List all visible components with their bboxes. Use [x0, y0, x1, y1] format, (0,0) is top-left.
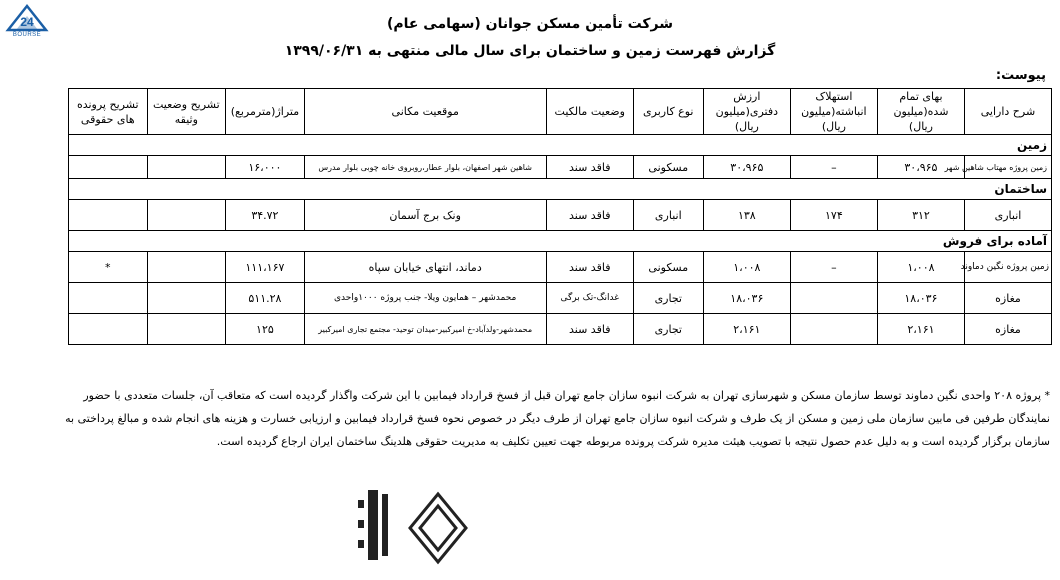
- cell-collateral: [147, 252, 226, 283]
- land-building-table: [68, 88, 1052, 345]
- cell-legal: [69, 200, 148, 231]
- cell-book-value: ۱،۰۰۸: [703, 252, 790, 283]
- cell-depreciation: ۱۷۴: [790, 200, 877, 231]
- cell-collateral: [147, 156, 226, 179]
- cell-description: مغازه: [964, 283, 1051, 314]
- cell-location: ونک برج آسمان: [304, 200, 546, 231]
- cell-cost: ۱۸،۰۳۶: [877, 283, 964, 314]
- table-row: [69, 156, 1052, 179]
- col-area: متراژ(مترمربع): [226, 89, 305, 135]
- company-seal-icon: [348, 480, 498, 576]
- cell-usage: تجاری: [633, 283, 703, 314]
- cell-ownership: غدانگ-تک برگی: [546, 283, 633, 314]
- section-row-for-sale: [69, 231, 1052, 252]
- col-ownership: وضعیت مالکیت: [546, 89, 633, 135]
- cell-location: محمدشهر – همایون ویلا- جنب پروژه ۱۰۰۰واحدی: [304, 283, 546, 314]
- table-row: [69, 200, 1052, 231]
- cell-ownership: فاقد سند: [546, 200, 633, 231]
- cell-depreciation: [790, 283, 877, 314]
- cell-location: محمدشهر-ولدآباد-خ امیرکبیر-میدان توحید- مجتمع تجاری امیرکبیر: [304, 314, 546, 345]
- cell-description: زمین پروژه نگین دماوند: [964, 252, 1051, 283]
- cell-cost: ۳۱۲: [877, 200, 964, 231]
- cell-legal: *: [69, 252, 148, 283]
- cell-cost: ۳۰،۹۶۵: [877, 156, 964, 179]
- cell-book-value: ۱۳۸: [703, 200, 790, 231]
- report-title: گزارش فهرست زمین و ساختمان برای سال مالی منتهی به ۱۳۹۹/۰۶/۳۱: [284, 43, 776, 59]
- section-row-building: [69, 179, 1052, 200]
- cell-collateral: [147, 314, 226, 345]
- cell-usage: مسکونی: [633, 156, 703, 179]
- cell-cost: ۲،۱۶۱: [877, 314, 964, 345]
- cell-legal: [69, 314, 148, 345]
- table-row: [69, 314, 1052, 345]
- cell-area: ۱۶،۰۰۰: [226, 156, 305, 179]
- cell-description: انباری: [964, 200, 1051, 231]
- cell-ownership: فاقد سند: [546, 252, 633, 283]
- report-header: [0, 14, 1060, 62]
- cell-description: زمین پروژه مهتاب شاهین شهر: [964, 156, 1051, 179]
- col-usage: نوع کاربری: [633, 89, 703, 135]
- cell-usage: تجاری: [633, 314, 703, 345]
- cell-depreciation: –: [790, 156, 877, 179]
- attachment-label: پیوست:: [995, 68, 1046, 83]
- cell-book-value: ۳۰،۹۶۵: [703, 156, 790, 179]
- cell-collateral: [147, 200, 226, 231]
- svg-text:24: 24: [20, 15, 34, 29]
- cell-area: ۱۱۱،۱۶۷: [226, 252, 305, 283]
- cell-usage: انباری: [633, 200, 703, 231]
- cell-cost: ۱،۰۰۸: [877, 252, 964, 283]
- section-label: آماده برای فروش: [69, 231, 1052, 252]
- cell-ownership: فاقد سند: [546, 314, 633, 345]
- cell-book-value: ۲،۱۶۱: [703, 314, 790, 345]
- section-label: ساختمان: [69, 179, 1052, 200]
- cell-collateral: [147, 283, 226, 314]
- col-location: موقعیت مکانی: [304, 89, 546, 135]
- cell-legal: [69, 156, 148, 179]
- cell-location: دماند، انتهای خیابان سپاه: [304, 252, 546, 283]
- cell-depreciation: –: [790, 252, 877, 283]
- table-row: [69, 252, 1052, 283]
- company-title: شرکت تأمین مسکن جوانان (سهامی عام): [386, 16, 674, 32]
- section-row-land: [69, 135, 1052, 156]
- col-collateral: تشریح وضعیت وثیقه: [147, 89, 226, 135]
- section-label: زمین: [69, 135, 1052, 156]
- col-book-value: ارزش دفتری(میلیون ریال): [703, 89, 790, 135]
- cell-ownership: فاقد سند: [546, 156, 633, 179]
- logo-text: BOURSE: [12, 32, 42, 38]
- header-row: [69, 89, 1052, 135]
- table-row: [69, 283, 1052, 314]
- cell-area: ۳۴.۷۲: [226, 200, 305, 231]
- footnote: * پروژه ۲۰۸ واحدی نگین دماوند توسط سازمان مسکن و شهرسازی تهران به شرکت انبوه سازان جامع تهران قبل از فسخ قرارداد فیمابین با این شرکت واگذار گردیده است که متعاقب آن، جلسات متعددی با حضور نمایندگان طرفین فی مابین سازمان ملی زمین و مسکن از یک طرف و شرکت انبوه سازان جامع تهران از طرف دیگر در خصوص نحوه فسخ قرارداد فیمابین و ارزیابی خسارت و هزینه های انجام شده و مبالغ پرداختی به سازمان برگزار گردیده است و به دلیل عدم حصول نتیجه با تصویب هیئت مدیره شرکت پرونده مربوطه جهت تعیین تکلیف به مدیریت حقوقی هلدینگ ساختمان ایران ارجاع گردیده است.: [65, 389, 1050, 448]
- cell-location: شاهین شهر اصفهان، بلوار عطار،روبروی خانه چوبی بلوار مدرس: [304, 156, 546, 179]
- company-stamp: [348, 480, 498, 576]
- col-legal: تشریح پرونده های حقوقی: [69, 89, 148, 135]
- cell-legal: [69, 283, 148, 314]
- col-cost: بهای تمام شده(میلیون ریال): [877, 89, 964, 135]
- cell-description: مغازه: [964, 314, 1051, 345]
- col-description: شرح دارایی: [964, 89, 1051, 135]
- cell-area: ۵۱۱.۲۸: [226, 283, 305, 314]
- cell-area: ۱۲۵: [226, 314, 305, 345]
- cell-depreciation: [790, 314, 877, 345]
- col-depreciation: استهلاک انباشته(میلیون ریال): [790, 89, 877, 135]
- cell-book-value: ۱۸،۰۳۶: [703, 283, 790, 314]
- cell-usage: مسکونی: [633, 252, 703, 283]
